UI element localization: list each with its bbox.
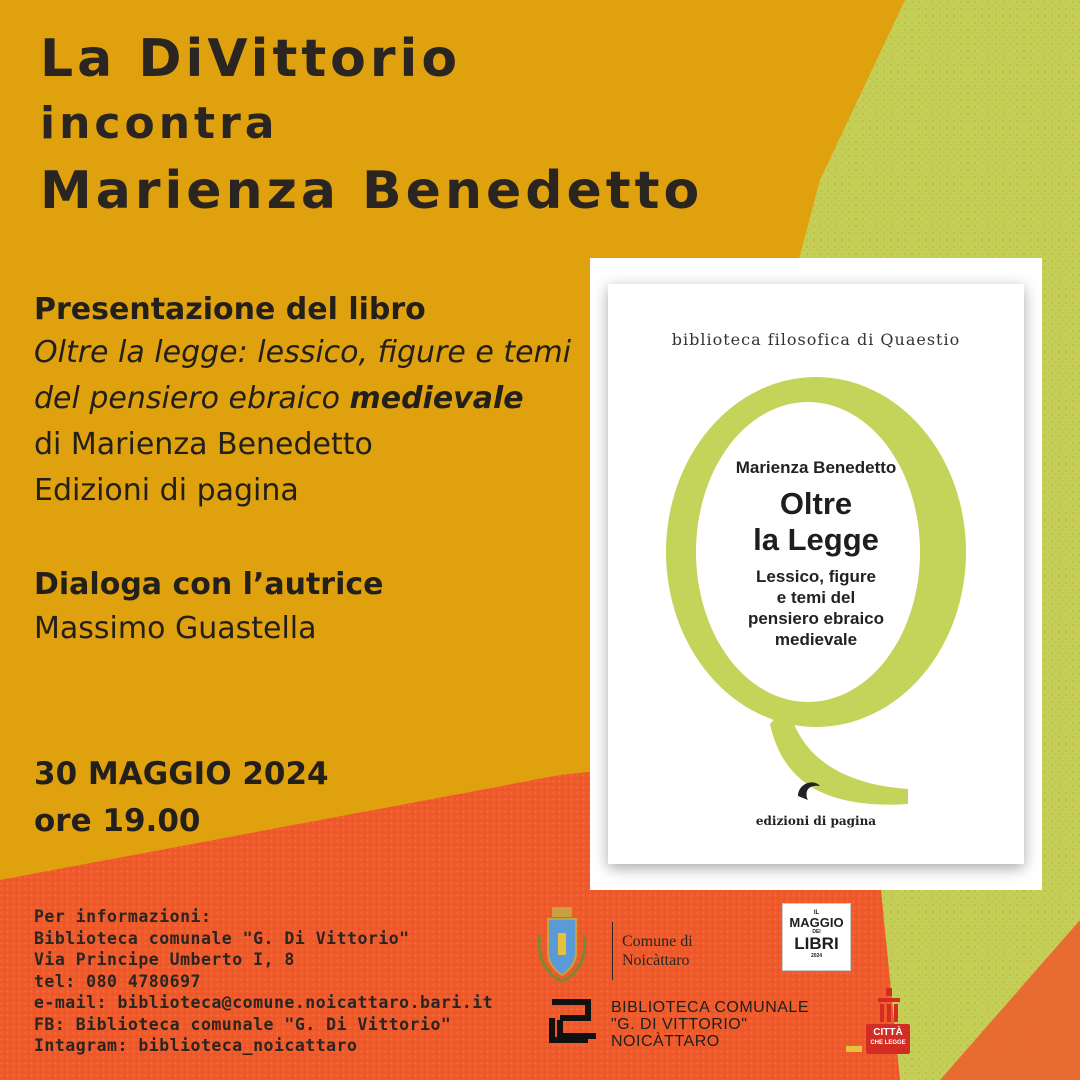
dialogue-heading: Dialoga con l’autrice (34, 567, 384, 602)
cover-title-line-1: Oltre (779, 486, 853, 521)
cover-subtitle-line: e temi del (776, 588, 856, 607)
event-datetime (34, 755, 329, 849)
cover-title-line-2: la Legge (753, 522, 879, 557)
contact-line: Biblioteca comunale "G. Di Vittorio" (34, 928, 410, 948)
biblioteca-logo-icon (548, 996, 600, 1044)
presentation-block (34, 290, 571, 514)
cover-subtitle-line: Lessico, figure (756, 567, 876, 586)
book-author: di Marienza Benedetto (34, 427, 373, 462)
maggio-il: IL (813, 910, 820, 916)
comune-line-2: Noicàttaro (622, 952, 690, 969)
contact-line: e-mail: biblioteca@comune.noicattaro.bari.it (34, 993, 494, 1012)
event-date: 30 MAGGIO 2024 (34, 756, 329, 792)
moderator-name: Massimo Guastella (34, 611, 317, 646)
biblioteca-line-2: "G. DI VITTORIO" (611, 1016, 748, 1033)
title-line-1: La DiVittorio (40, 29, 462, 89)
title-line-3: Marienza Benedetto (40, 161, 704, 221)
comune-line-1: Comune di (622, 933, 693, 950)
maggio-dei: DEI (812, 929, 821, 935)
citta-word: CITTÀ (873, 1027, 903, 1038)
cover-subtitle-line: pensiero ebraico (747, 609, 885, 628)
book-series: biblioteca filosofica di Quaestio (671, 330, 961, 349)
biblioteca-name (611, 999, 809, 1050)
biblioteca-line-1: BIBLIOTECA COMUNALE (611, 999, 809, 1016)
event-title (40, 28, 703, 224)
title-line-2: incontra (40, 98, 279, 149)
biblioteca-line-3: NOICÀTTARO (611, 1033, 720, 1050)
citta-che-legge-logo (866, 1024, 910, 1054)
citta-ribbon (846, 1046, 862, 1052)
logo-divider (612, 922, 613, 980)
book-title-line-2b: medievale (349, 381, 524, 416)
maggio-year: 2024 (810, 953, 823, 959)
maggio-word: MAGGIO (789, 915, 844, 930)
contact-line: Per informazioni: (34, 907, 212, 926)
event-time: ore 19.00 (34, 803, 201, 839)
contact-line: Via Principe Umberto I, 8 (34, 950, 295, 969)
che-legge-word: CHE LEGGE (870, 1040, 906, 1046)
cover-subtitle-line: medievale (774, 630, 858, 649)
citta-che-legge-icon (874, 986, 904, 1024)
book-title-line-1: Oltre la legge: lessico, figure e temi (34, 335, 572, 370)
maggio-libri: LIBRI (794, 934, 839, 953)
coat-of-arms-icon (532, 905, 592, 983)
comune-name (622, 932, 693, 970)
cover-subtitle (608, 566, 1024, 650)
presentation-heading: Presentazione del libro (34, 292, 426, 327)
contact-info (34, 906, 493, 1057)
book-title-line-2 (34, 376, 571, 422)
book-title-line-2a: del pensiero ebraico (34, 381, 350, 416)
maggio-dei-libri-logo (782, 903, 851, 971)
cover-title (608, 486, 1024, 558)
book-cover (608, 284, 1024, 864)
contact-line: tel: 080 4780697 (34, 971, 201, 991)
cover-author: Marienza Benedetto (735, 458, 897, 477)
contact-line: FB: Biblioteca comunale "G. Di Vittorio" (34, 1014, 452, 1034)
contact-line: Intagram: biblioteca_noicattaro (34, 1036, 358, 1055)
cover-publisher: edizioni di pagina (755, 814, 877, 828)
book-publisher: Edizioni di pagina (34, 473, 299, 508)
dialogue-block (34, 566, 384, 654)
